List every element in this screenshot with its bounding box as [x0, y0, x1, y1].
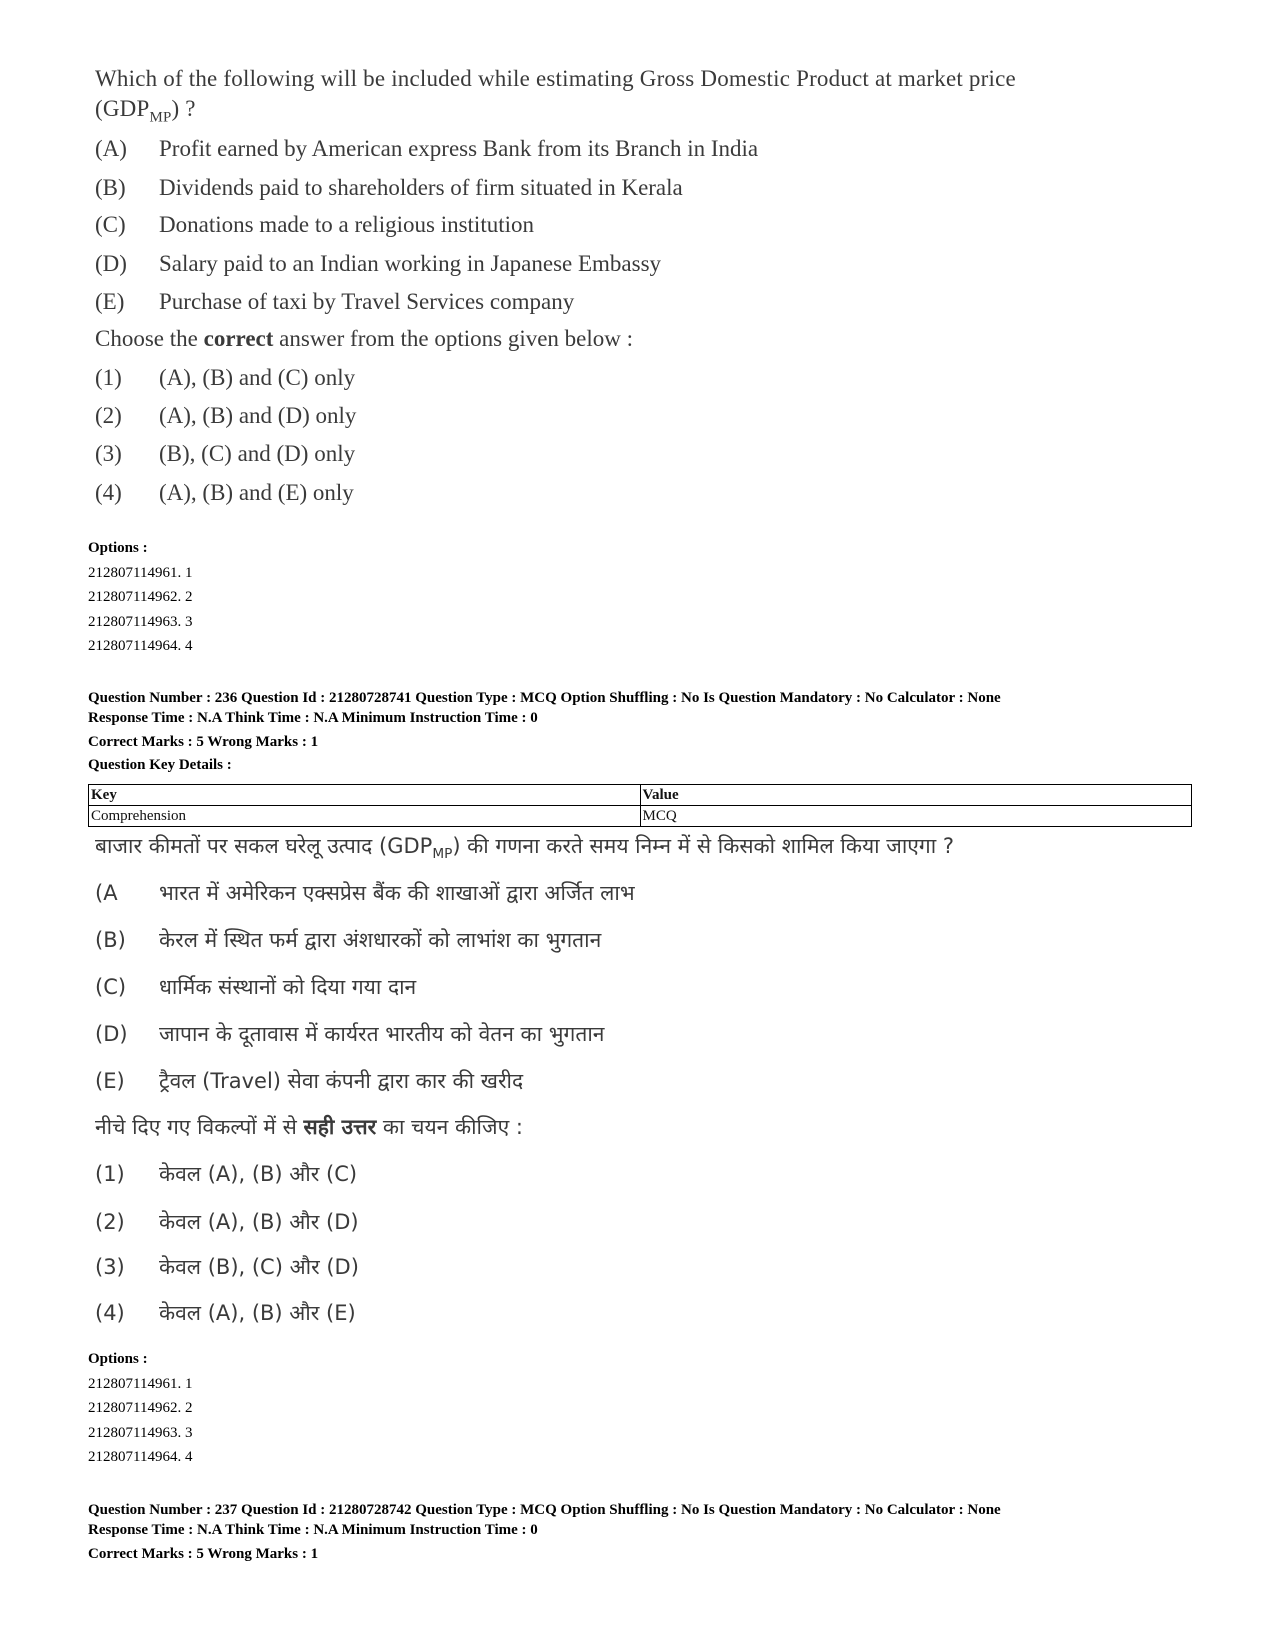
statement-text: Salary paid to an Indian working in Japanese Embassy: [159, 251, 662, 276]
statement-tag: (C): [95, 975, 127, 999]
option-id: 212807114963. 3: [88, 613, 193, 630]
choice-tag: (1): [95, 365, 122, 390]
meta-line-2: Response Time : N.A Think Time : N.A Minimum Instruction Time : 0: [88, 1522, 538, 1538]
statement-tag: (D): [95, 251, 127, 276]
choice-tag: (2): [95, 403, 122, 428]
table-header-row: [89, 785, 1192, 806]
hindi-stem-post: ) की गणना करते समय निम्न में से किसको शामिल किया जाएगा ?: [452, 834, 954, 858]
choice-tag: (1): [95, 1162, 125, 1186]
choose-post: answer from the options given below :: [273, 326, 634, 351]
statement-tag: (E): [95, 289, 125, 314]
question-meta-236: [88, 688, 1001, 775]
statement-c: [95, 212, 534, 238]
choose-pre: Choose the: [95, 326, 204, 351]
choose-bold: सही उत्तर: [303, 1115, 377, 1139]
statement-tag: (D): [95, 1022, 128, 1046]
choose-instruction: [95, 326, 633, 352]
marks-line: Correct Marks : 5 Wrong Marks : 1: [88, 1546, 319, 1562]
choice-text: (A), (B) and (E) only: [159, 480, 354, 505]
statement-text: ट्रैवल (Travel) सेवा कंपनी द्वारा कार की खरीद: [159, 1069, 524, 1093]
statement-tag: (B): [95, 928, 126, 952]
choice-text: (A), (B) and (C) only: [159, 365, 356, 390]
question-meta-237: [88, 1500, 1001, 1564]
meta-line-1: Question Number : 236 Question Id : 21280728741 Question Type : MCQ Option Shuffling : No Is Question Mandatory : No Calculator : None: [88, 690, 1001, 706]
option-id: 212807114961. 1: [88, 1375, 193, 1392]
hindi-statement-c: [95, 973, 416, 1001]
meta-line-2: Response Time : N.A Think Time : N.A Minimum Instruction Time : 0: [88, 710, 538, 726]
choice-tag: (3): [95, 441, 122, 466]
option-id: 212807114962. 2: [88, 589, 193, 605]
hindi-statement-d: [95, 1020, 604, 1048]
table-header-key: Key: [89, 785, 641, 806]
choose-post: का चयन कीजिए :: [376, 1115, 523, 1139]
statement-text: Profit earned by American express Bank from its Branch in India: [159, 136, 759, 161]
statement-b: [95, 175, 683, 201]
statement-text: धार्मिक संस्थानों को दिया गया दान: [159, 975, 417, 999]
table-header-value: Value: [640, 785, 1192, 806]
statement-text: Donations made to a religious institution: [159, 212, 534, 237]
hindi-stem: [95, 832, 954, 862]
hindi-statement-a: [95, 879, 635, 907]
marks-line: Correct Marks : 5 Wrong Marks : 1: [88, 734, 319, 750]
meta-line-1: Question Number : 237 Question Id : 21280728742 Question Type : MCQ Option Shuffling : No Is Question Mandatory : No Calculator : None: [88, 1502, 1001, 1518]
statement-tag: (A: [95, 881, 118, 905]
options-label: Options :: [88, 540, 148, 556]
hindi-stem-sub: MP: [432, 846, 453, 863]
option-id: 212807114961. 1: [88, 564, 193, 581]
choice-tag: (2): [95, 1210, 125, 1234]
option-id: 212807114962. 2: [88, 1400, 193, 1416]
choice-2: [95, 403, 356, 429]
options-block-2: [88, 1347, 192, 1470]
hindi-choice-4: [95, 1299, 356, 1327]
choice-tag: (4): [95, 480, 122, 505]
key-value-table: [88, 784, 1192, 827]
option-id: 212807114964. 4: [88, 638, 193, 654]
choice-text: केवल (A), (B) और (D): [159, 1210, 359, 1234]
statement-tag: (A): [95, 136, 127, 161]
table-row: [89, 806, 1192, 827]
stem-gdp: (GDP: [95, 96, 150, 121]
options-block-1: [88, 536, 192, 659]
statement-text: केरल में स्थित फर्म द्वारा अंशधारकों को लाभांश का भुगतान: [159, 928, 602, 952]
table-cell-key: Comprehension: [89, 806, 641, 827]
choose-bold: correct: [203, 326, 274, 351]
stem-line-1: Which of the following will be included while estimating Gross Domestic Product at market price: [95, 66, 1016, 91]
hindi-stem-pre: बाजार कीमतों पर सकल घरेलू उत्पाद (GDP: [95, 834, 433, 858]
stem-end: ) ?: [171, 96, 196, 121]
choice-tag: (4): [95, 1301, 125, 1325]
choice-1: [95, 365, 355, 391]
choice-text: केवल (B), (C) और (D): [159, 1255, 359, 1279]
choice-3: [95, 441, 355, 467]
statement-d: [95, 251, 661, 277]
choice-text: (B), (C) and (D) only: [159, 441, 356, 466]
hindi-statement-e: [95, 1067, 523, 1095]
hindi-choice-3: [95, 1253, 359, 1281]
choose-pre: नीचे दिए गए विकल्पों में से: [95, 1115, 304, 1139]
statement-text: Purchase of taxi by Travel Services company: [159, 289, 575, 314]
options-label: Options :: [88, 1351, 148, 1367]
statement-tag: (E): [95, 1069, 125, 1093]
hindi-statement-b: [95, 926, 601, 954]
statement-tag: (B): [95, 175, 126, 200]
stem-gdp-sub: MP: [149, 109, 172, 126]
statement-tag: (C): [95, 212, 126, 237]
statement-text: Dividends paid to shareholders of firm situated in Kerala: [159, 175, 683, 200]
statement-e: [95, 289, 574, 315]
option-id: 212807114964. 4: [88, 1449, 193, 1465]
choice-text: केवल (A), (B) और (E): [159, 1301, 356, 1325]
choice-text: केवल (A), (B) और (C): [159, 1162, 358, 1186]
statement-a: [95, 136, 758, 162]
table-cell-value: MCQ: [640, 806, 1192, 827]
question-stem: [95, 64, 1215, 133]
key-details-label: Question Key Details :: [88, 757, 232, 773]
choice-4: [95, 480, 354, 506]
hindi-choice-1: [95, 1160, 357, 1188]
question-hindi: [95, 832, 1215, 1332]
hindi-choice-2: [95, 1208, 359, 1236]
choice-text: (A), (B) and (D) only: [159, 403, 357, 428]
hindi-choose-instruction: [95, 1113, 523, 1141]
statement-text: भारत में अमेरिकन एक्सप्रेस बैंक की शाखाओं द्वारा अर्जित लाभ: [159, 881, 635, 905]
choice-tag: (3): [95, 1255, 125, 1279]
statement-text: जापान के दूतावास में कार्यरत भारतीय को वेतन का भुगतान: [159, 1022, 605, 1046]
question-english: [95, 64, 1215, 534]
option-id: 212807114963. 3: [88, 1424, 193, 1441]
